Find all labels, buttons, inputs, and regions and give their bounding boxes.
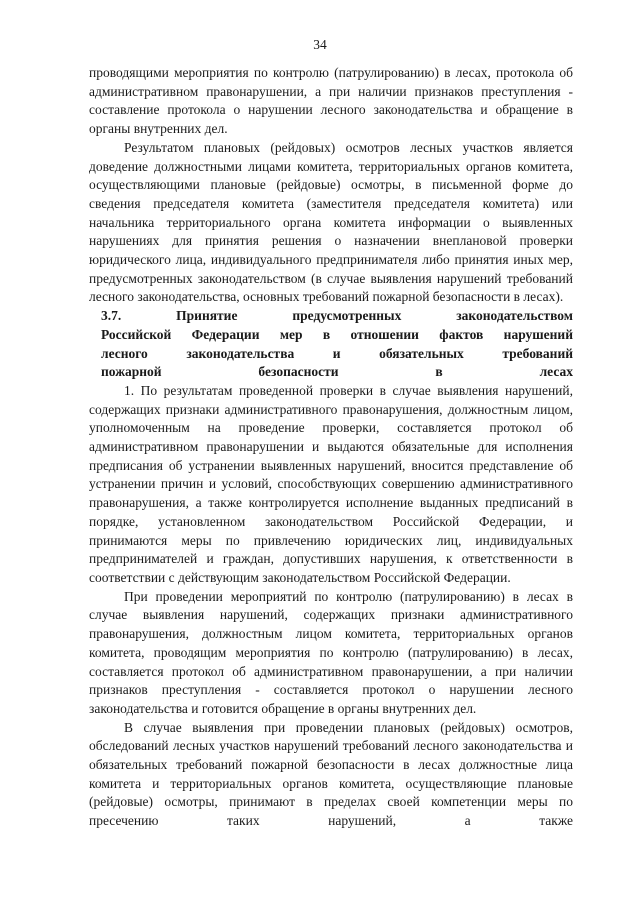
page-content: [89, 64, 573, 831]
section-heading-line-3: лесного законодательства и обязательных требований: [101, 345, 573, 361]
section-heading-line-4: пожарной безопасности в лесах: [101, 364, 573, 380]
section-heading-line-2: Российской Федерации мер в отношении фактов нарушений: [101, 326, 573, 342]
section-heading-line-1: 3.7. Принятие предусмотренных законодательством: [101, 308, 573, 324]
page-number: 34: [313, 37, 327, 52]
paragraph-continuation: проводящими мероприятия по контролю (патрулированию) в лесах, протокола об административном правонарушении, а при наличии признаков преступления - составление протокола о нарушении лесного законодательства и обращение в органы внутренних дел.: [89, 65, 573, 137]
section-heading: [89, 307, 573, 382]
paragraph-patrol-measures: При проведении мероприятий по контролю (патрулированию) в лесах в случае выявления нарушений, содержащих признаки административного правонарушения, должностным лицом комитета, территориальных органов комитета, проводящим мероприятия по контролю (патрулированию) в лесах, составляется протокол об административном правонарушении, а при наличии признаков преступления - составляется протокол о нарушении лесного законодательства и готовится обращение в органы внутренних дел.: [89, 588, 573, 716]
paragraph-item-1: 1. По результатам проведенной проверки в случае выявления нарушений, содержащих признаки административного правонарушения, должностным лицом, уполномоченным на проведение проверки, составляется протокол об административном правонарушении и выдаются обязательные для исполнения предписания об устранении выявленных нарушений, вносится представление об устранении причин и условий, способствующих совершению административного правонарушения, а также контролируется исполнение выданных предписаний в порядке, установленном законодательством Российской Федерации, и принимаются меры по привлечению юридических лиц, индивидуальных предпринимателей и граждан, допустивших нарушения, к ответственности в соответствии с действующим законодательством Российской Федерации.: [89, 382, 573, 585]
paragraph-inspection-results: Результатом плановых (рейдовых) осмотров лесных участков является доведение должностными лицами комитета, территориальных органов комитета, осуществляющими плановые (рейдовые) осмотры, в письменной форме до сведения председателя комитета (заместителя председателя комитета) или начальника территориального органа комитета информации о выявленных нарушениях для принятия решения о назначении внеплановой проверки юридического лица, индивидуального предпринимателя либо принятия иных мер, предусмотренных законодательством (в случае выявления нарушений требований лесного законодательства, основных требований пожарной безопасности в лесах).: [89, 139, 573, 305]
paragraph-raid-inspections: В случае выявления при проведении плановых (рейдовых) осмотров, обследований лесных участков нарушений требований лесного законодательства и обязательных требований пожарной безопасности в лесах должностные лица комитета и территориальных органов комитета, осуществляющие плановые (рейдовые) осмотры, принимают в пределах своей компетенции меры по пресечению таких нарушений, а также: [89, 719, 573, 829]
